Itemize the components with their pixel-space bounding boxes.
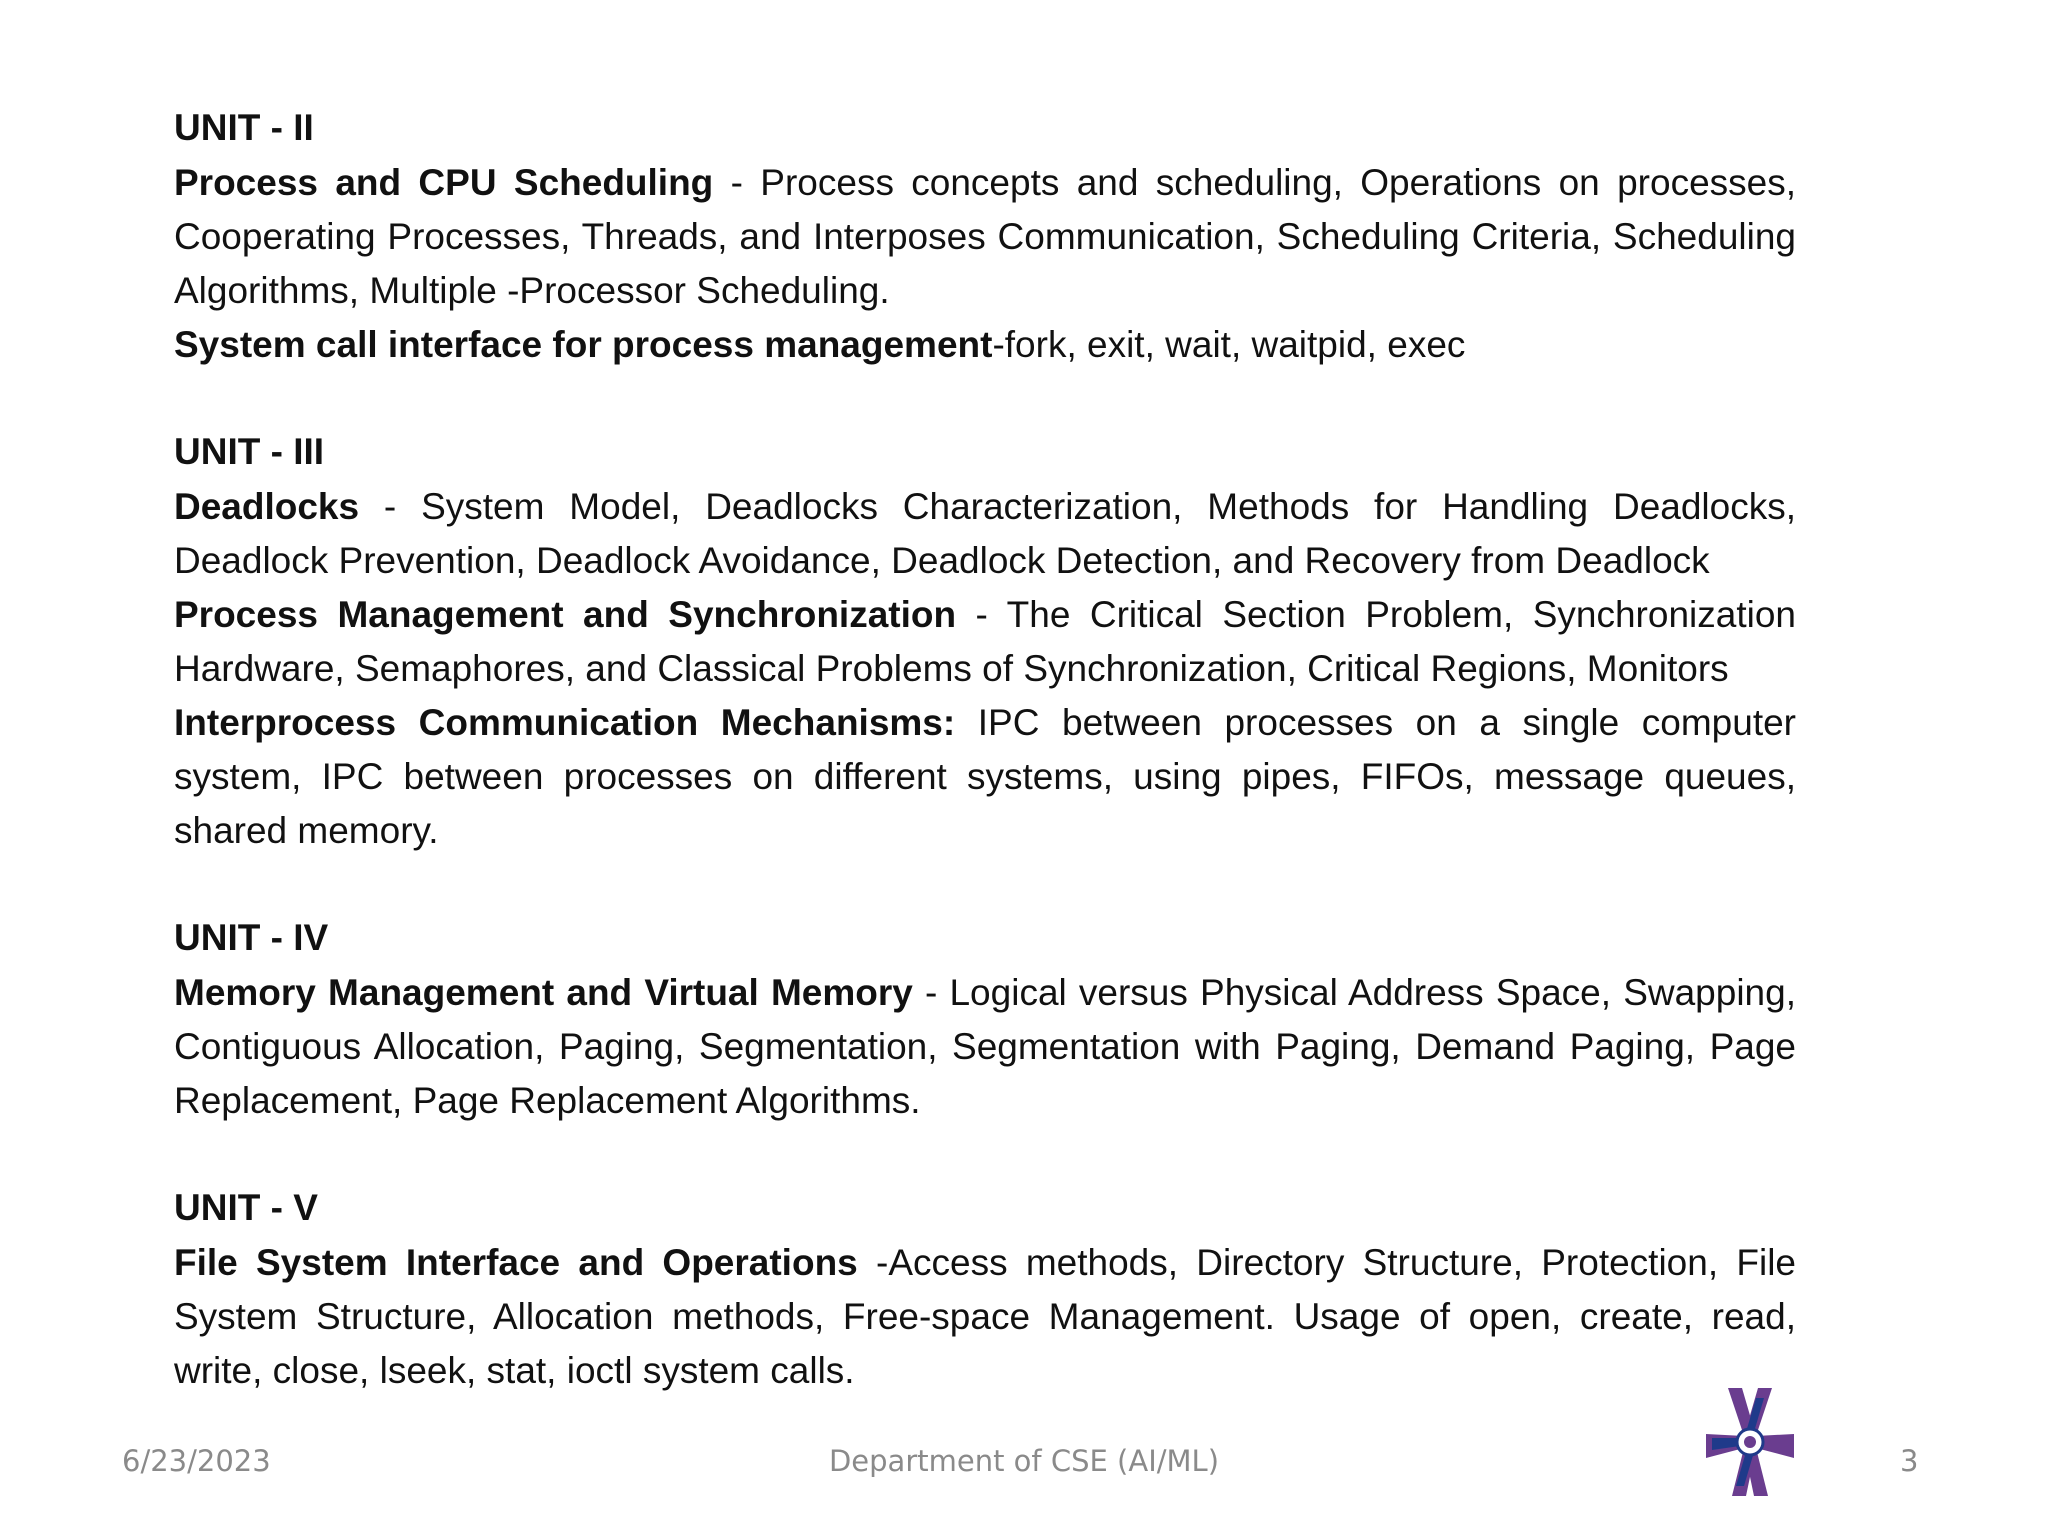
syllabus-paragraph [174,156,1796,318]
syllabus-content [174,100,1796,1450]
topic-text: - The Critical Section Problem, Synchronization Hardware, Semaphores, and Classical Problems of Synchronization, Critical Regions, Monitors [174,594,1796,689]
syllabus-paragraph [174,1236,1796,1398]
topic-heading: Process Management and Synchronization [174,594,957,635]
topic-text: -fork, exit, wait, waitpid, exec [992,324,1466,365]
footer-department: Department of CSE (AI/ML) [828,1444,1220,1478]
unit-title: UNIT - V [174,1187,318,1228]
topic-heading: File System Interface and Operations [174,1242,858,1283]
unit-title: UNIT - IV [174,917,329,958]
unit-title: UNIT - III [174,431,325,472]
footer-page-number: 3 [1900,1444,1919,1478]
unit-5 [174,1180,1796,1398]
topic-text: IPC between processes on a single computer system, IPC between processes on different systems, using pipes, FIFOs, message queues, shared memory. [174,702,1797,851]
topic-heading: Deadlocks [174,486,360,527]
college-emblem-icon [1704,1386,1796,1498]
footer-date: 6/23/2023 [122,1444,271,1478]
topic-text: - System Model, Deadlocks Characterization, Methods for Handling Deadlocks, Deadlock Prevention, Deadlock Avoidance, Deadlock Detection, and Recovery from Deadlock [174,486,1796,581]
syllabus-paragraph [174,966,1796,1128]
topic-heading: Interprocess Communication Mechanisms: [174,702,956,743]
unit-4 [174,910,1796,1128]
syllabus-paragraph [174,318,1796,372]
topic-text: - Logical versus Physical Address Space, Swapping, Contiguous Allocation, Paging, Segmentation, Segmentation with Paging, Demand Paging, Page Replacement, Page Replacement Algorithms. [174,972,1796,1121]
topic-heading: System call interface for process management [174,324,993,365]
syllabus-paragraph [174,480,1796,588]
topic-heading: Process and CPU Scheduling [174,162,714,203]
unit-3 [174,424,1796,858]
topic-text: -Access methods, Directory Structure, Protection, File System Structure, Allocation methods, Free-space Management. Usage of open, create, read, write, close, lseek, stat, ioctl system calls. [174,1242,1796,1391]
unit-title: UNIT - II [174,107,314,148]
topic-text: - Process concepts and scheduling, Operations on processes, Cooperating Processes, Threads, and Interposes Communication, Scheduling Criteria, Scheduling Algorithms, Multiple -Processor Scheduling. [174,162,1796,311]
topic-heading: Memory Management and Virtual Memory [174,972,913,1013]
syllabus-paragraph [174,696,1796,858]
syllabus-paragraph [174,588,1796,696]
unit-2 [174,100,1796,372]
